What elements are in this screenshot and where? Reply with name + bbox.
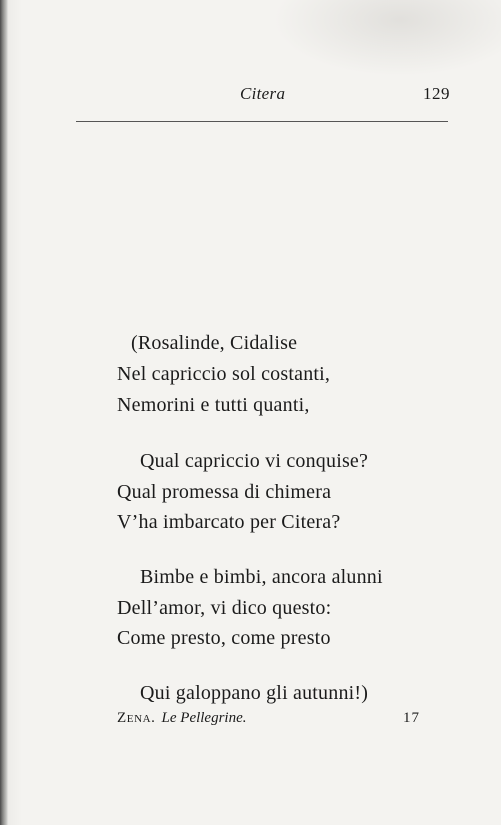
verse-line: Bimbe e bimbi, ancora alunni xyxy=(140,566,383,588)
binding-edge xyxy=(0,0,8,825)
running-head xyxy=(0,84,501,108)
verse-line: Qual capriccio vi conquise? xyxy=(140,450,369,472)
verse-line: Qual promessa di chimera xyxy=(117,481,332,503)
signature-book-title: Le Pellegrine. xyxy=(161,710,247,726)
verse-line: Nel capriccio sol costanti, xyxy=(117,363,331,385)
signature-author: Zena. xyxy=(117,710,156,726)
verse-line: Qui galoppano gli autunni!) xyxy=(140,682,369,704)
verse-line: Come presto, come presto xyxy=(117,627,331,649)
header-rule xyxy=(76,121,448,122)
verse-line: Dell’amor, vi dico questo: xyxy=(117,597,332,619)
verse-line: Nemorini e tutti quanti, xyxy=(117,394,310,416)
verse-line: (Rosalinde, Cidalise xyxy=(131,332,298,354)
page-number: 129 xyxy=(423,84,450,103)
verse-line: V’ha imbarcato per Citera? xyxy=(117,511,341,533)
running-title: Citera xyxy=(240,84,286,103)
signature-mark: 17 xyxy=(403,710,420,726)
printer-signature xyxy=(117,710,247,727)
